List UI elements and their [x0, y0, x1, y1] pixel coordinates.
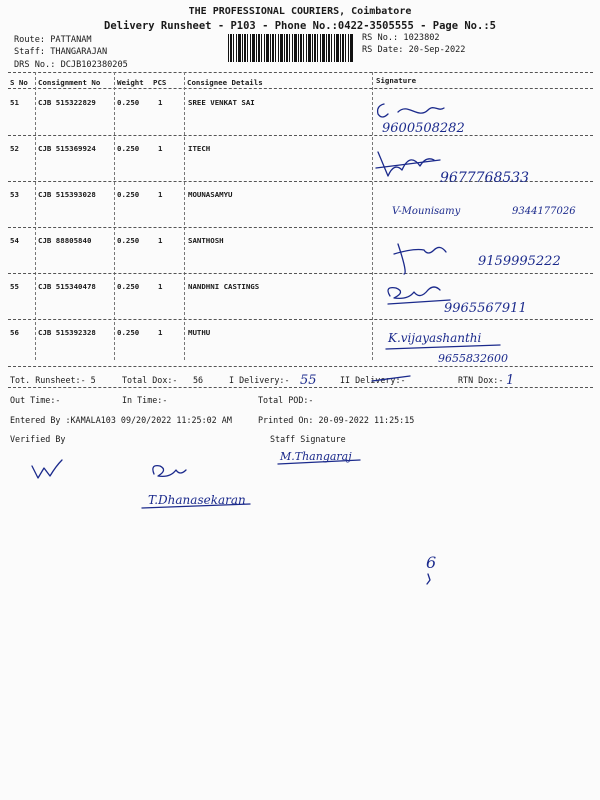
- row-pcs: 1: [158, 282, 163, 291]
- row-sno: 54: [10, 236, 19, 245]
- route-label: Route: PATTANAM: [14, 35, 92, 45]
- row-pcs: 1: [158, 328, 163, 337]
- handwritten-signature: [388, 287, 527, 316]
- row-sno: 52: [10, 144, 19, 153]
- handwritten-phone: 9965567911: [444, 301, 527, 316]
- row-pcs: 1: [158, 190, 163, 199]
- row-sno: 56: [10, 328, 19, 337]
- handwritten-phone: 9159995222: [478, 254, 561, 269]
- ii-delivery-label: II Delivery:-: [340, 375, 406, 385]
- row-pcs: 1: [158, 98, 163, 107]
- total-pod-label: Total POD:-: [258, 395, 314, 405]
- row-weight: 0.250: [117, 328, 140, 337]
- verifier-initial-mark: [32, 460, 62, 478]
- row-consignment: CJB 88805840: [38, 236, 92, 245]
- handwritten-name: V-Mounisamy: [392, 206, 461, 217]
- row-consignment: CJB 515393028: [38, 190, 96, 199]
- total-dox-value: 56: [193, 375, 204, 385]
- handwritten-signature: [392, 206, 576, 217]
- row-weight: 0.250: [117, 282, 140, 291]
- row-sno: 55: [10, 282, 19, 291]
- handwritten-delivery-count: 55: [300, 373, 317, 388]
- row-consignee: MOUNASAMYU: [188, 190, 233, 199]
- verifier-initials: [153, 466, 186, 477]
- handwritten-signature: [394, 244, 561, 274]
- row-consignment: CJB 515340478: [38, 282, 96, 291]
- row-consignment: CJB 515322829: [38, 98, 96, 107]
- handwritten-signature: [378, 104, 465, 136]
- staff-label: Staff: THANGARAJAN: [14, 47, 108, 57]
- row-weight: 0.250: [117, 190, 140, 199]
- runsheet-subtitle: Delivery Runsheet - P103 - Phone No.:0422-3505555 - Page No.:5: [104, 20, 496, 32]
- row-sno: 51: [10, 98, 19, 107]
- row-weight: 0.250: [117, 98, 140, 107]
- row-consignment: CJB 515369924: [38, 144, 96, 153]
- handwritten-phone: 9344177026: [512, 206, 576, 217]
- handwritten-name: K.vijayashanthi: [388, 331, 482, 345]
- header-weight: Weight: [117, 78, 144, 87]
- page-mark-tick: [427, 574, 430, 584]
- row-pcs: 1: [158, 144, 163, 153]
- total-dox-label: Total Dox:-: [122, 375, 178, 385]
- row-weight: 0.250: [117, 236, 140, 245]
- staff-signature-label: Staff Signature: [270, 434, 346, 444]
- row-sno: 53: [10, 190, 19, 199]
- header-signature: Signature: [376, 76, 417, 85]
- handwritten-staff-signature: [278, 450, 360, 464]
- entered-by: Entered By :KAMALA103 09/20/2022 11:25:02 AM: [10, 415, 232, 425]
- row-consignee: SREE VENKAT SAI: [188, 98, 255, 107]
- company-title: THE PROFESSIONAL COURIERS, Coimbatore: [188, 6, 412, 17]
- delivery-strike: [372, 376, 410, 381]
- verified-by-label: Verified By: [10, 434, 66, 444]
- rs-number: RS No.: 1023802: [362, 33, 440, 43]
- row-pcs: 1: [158, 236, 163, 245]
- row-consignee: NANDHNI CASTINGS: [188, 282, 260, 291]
- printed-on: Printed On: 20-09-2022 11:25:15: [258, 415, 415, 425]
- in-time-label: In Time:-: [122, 395, 168, 405]
- row-consignee: ITECH: [188, 144, 211, 153]
- header-consignment: Consignment No: [38, 78, 101, 87]
- header-sno: S No: [10, 78, 28, 87]
- i-delivery-label: I Delivery:-: [229, 375, 290, 385]
- handwritten-phone: 9655832600: [438, 352, 508, 365]
- handwritten-signature: [376, 152, 529, 186]
- row-consignee: MUTHU: [188, 328, 211, 337]
- row-consignee: SANTHOSH: [188, 236, 224, 245]
- handwritten-name: M.Thangaraj: [280, 450, 352, 463]
- handwritten-signature: [386, 331, 508, 365]
- rs-date: RS Date: 20-Sep-2022: [362, 45, 466, 55]
- out-time-label: Out Time:-: [10, 395, 61, 405]
- drs-number: DRS No.: DCJB102380205: [14, 60, 128, 70]
- handwritten-page-mark: 6: [426, 553, 437, 572]
- handwritten-verifier-name: T.Dhanasekaran: [148, 493, 246, 507]
- rtn-dox-label: RTN Dox:-: [458, 375, 504, 385]
- header-consignee: Consignee Details: [187, 78, 263, 87]
- row-consignment: CJB 515392328: [38, 328, 96, 337]
- row-weight: 0.250: [117, 144, 140, 153]
- handwritten-rtn-count: 1: [506, 373, 515, 388]
- handwritten-phone: 9600508282: [382, 121, 465, 136]
- total-runsheet: Tot. Runsheet:- 5: [10, 375, 96, 385]
- handwritten-phone: 9677768533: [440, 170, 530, 186]
- header-pcs: PCS: [153, 78, 167, 87]
